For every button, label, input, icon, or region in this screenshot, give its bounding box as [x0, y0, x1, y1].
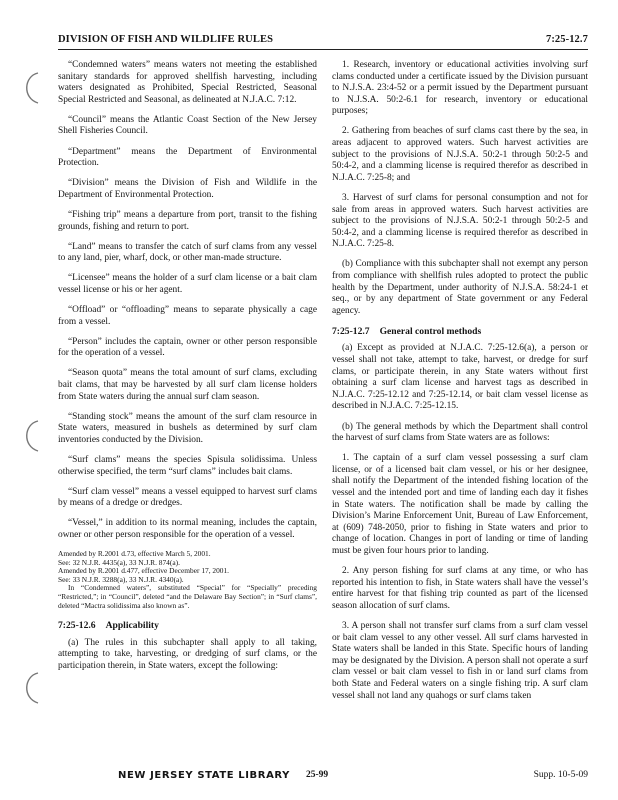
- exception-item: 1. Research, inventory or educational activities involving surf clams conducted under a certificate issued by the Division pursuant to N.J.S.A. 23:4-52 or a permit issued by the Department pursuant to N.J.S.A. 50:2-6.1 for research, inventory or educational purposes;: [332, 60, 588, 117]
- definition-land: “Land” means to transfer the catch of surf clams from any vessel to any land, pier, wharf, dock, or other man-made structure.: [58, 241, 317, 264]
- definition-vessel: “Vessel,” in addition to its normal meaning, includes the captain, owner or other person responsible for the operation of a vessel.: [58, 518, 317, 540]
- hole-punch-mark: [18, 418, 44, 454]
- applicability-paragraph: (a) The rules in this subchapter shall apply to all taking, attempting to take, harvesting, or dredging of surf clams, or the participation therein, in State waters, except the following:: [58, 637, 317, 671]
- exception-item: 3. Harvest of surf clams for personal consumption and not for sale from areas in approved waters. Such harvest activities are subject to the provisions of N.J.S.A. 50:2-1 through 50:2-5 and 50:4-2, and a clamming license is required therefor as described in N.J.A.C. 7:25-8.: [332, 192, 588, 250]
- definition-condemned-waters: “Condemned waters” means waters not meeting the established sanitary standards for approved shellfish harvesting, including waters designated as Prohibited, Special Restricted, Seasonal Special Restricted and Seasonal, as delineated at N.J.A.C. 7:12.: [58, 60, 317, 105]
- control-item: 3. A person shall not transfer surf clams from a surf clam vessel or bait clam vessel to any other vessel. All surf clams harvested in State waters shall be landed in this State. Specific hours of landing may be designated by the Division. A person shall not operate a surf clam vessel or bait clam vessel to fish in or land surf clams from both State and Federal waters on a single fishing trip. A surf clam vessel shall not land any quahogs or surf clams taken: [332, 620, 588, 701]
- compliance-paragraph: (b) Compliance with this subchapter shall not exempt any person from compliance with shellfish rules adopted to protect the public health by the Department, under authority of N.J.S.A. 58:24-1 et seq., or by any department of State government or any Federal agency.: [332, 259, 588, 316]
- definition-surf-clams: “Surf clams” means the species Spisula solidissima. Unless otherwise specified, the term “surf clams” includes bait clams.: [58, 454, 317, 477]
- history-note-line: See: 33 N.J.R. 3288(a), 33 N.J.R. 4340(a).: [58, 574, 184, 584]
- control-item: 1. The captain of a surf clam vessel possessing a surf clam license, or of a licensed bait clam vessel, or his or her designee, shall notify the Department of the intended fishing location of the vessel and the intended port and time of landing each day it fishes in State waters. The notification shall be made by calling the Division’s Marine Enforcement Unit, Bureau of Law Enforcement, at (609) 748-2050, prior to fishing in State waters and prior to change of location. Changes in port of landing or time of landing must be given four hours prior to landing.: [332, 453, 588, 556]
- hole-punch-mark: [18, 670, 44, 706]
- section-heading-general-control: [332, 326, 588, 338]
- control-paragraph-b: (b) The general methods by which the Department shall control the harvest of surf clams from State waters are as follows:: [332, 421, 588, 444]
- hole-punch-mark: [18, 70, 44, 106]
- section-title: Applicability: [105, 620, 159, 632]
- section-title: General control methods: [379, 325, 482, 337]
- history-note-line: Amended by R.2001 d.73, effective March 5, 2001.: [58, 549, 211, 558]
- exception-item: 2. Gathering from beaches of surf clams cast there by the sea, in areas adjacent to approved waters. Such harvest activities are subject to the provisions of N.J.S.A. 50:2-1 through 50:2-5 and 50:4-2, and a clamming license is required therefor as described in N.J.A.C. 7:25-8; and: [332, 126, 588, 183]
- definition-department: “Department” means the Department of Environmental Protection.: [58, 146, 317, 169]
- control-paragraph-a: (a) Except as provided at N.J.A.C. 7:25-12.6(a), a person or vessel shall not take, attempt to take, harvest, or dredge for surf clams, or participate therein, in any State waters without first obtaining a surf clam license and harvest tags as described in N.J.A.C. 7:25-12.12 and 7:25-12.14, or bait clam vessel license as described in N.J.A.C. 7:25-12.15.: [332, 343, 588, 412]
- definition-division: “Division” means the Division of Fish and Wildlife in the Department of Environmental Protection.: [58, 178, 317, 200]
- definition-fishing-trip: “Fishing trip” means a departure from port, transit to the fishing grounds, fishing and return to port.: [58, 209, 317, 232]
- supplement-date: Supp. 10-5-09: [533, 770, 588, 780]
- history-note-detail: In “Condemned waters”, substituted “Special” for “Specially” preceding “Restricted,”; in “Council”, deleted “and the Delaware Bay Section”; in “Surf clams”, deleted “Mactra solidissima also known as”.: [58, 583, 317, 610]
- control-item: 2. Any person fishing for surf clams at any time, or who has reported his intention to fish, in State waters shall have the vessel’s entire harvest for that fishing trip counted as part of the licensed season allocation of surf clams.: [332, 566, 588, 611]
- definition-offload: “Offload” or “offloading” means to separate physically a cage from a vessel.: [58, 305, 317, 327]
- header-section: 7:25-12.7: [545, 34, 588, 45]
- header-title: DIVISION OF FISH AND WILDLIFE RULES: [58, 34, 274, 45]
- section-heading-applicability: [58, 620, 317, 632]
- definition-licensee: “Licensee” means the holder of a surf clam license or a bait clam vessel license or his or her agent.: [58, 273, 317, 295]
- definition-standing-stock: “Standing stock” means the amount of the surf clam resource in State waters, measured in bushels as determined by surf clam inventories conducted by the Division.: [58, 411, 317, 445]
- history-note-line: Amended by R.2001 d.477, effective December 17, 2001.: [58, 566, 230, 576]
- definition-season-quota: “Season quota” means the total amount of surf clams, excluding bait clams, that may be harvested by all surf clam license holders from State waters during the annual surf clam season.: [58, 368, 317, 402]
- section-number: 7:25-12.7: [332, 325, 370, 337]
- history-note-line: See: 32 N.J.R. 4435(a), 33 N.J.R. 874(a).: [58, 557, 180, 567]
- running-header: [58, 34, 588, 50]
- library-stamp: NEW JERSEY STATE LIBRARY: [118, 770, 291, 781]
- page-number: 25-99: [306, 770, 329, 780]
- definition-person: “Person” includes the captain, owner or other person responsible for the operation of a vessel.: [58, 336, 317, 359]
- right-column: [332, 60, 588, 711]
- left-column: [58, 60, 317, 681]
- definition-council: “Council” means the Atlantic Coast Section of the New Jersey Shell Fisheries Council.: [58, 114, 317, 137]
- definition-surf-clam-vessel: “Surf clam vessel” means a vessel equipped to harvest surf clams by means of a dredge or dredges.: [58, 486, 317, 509]
- section-number: 7:25-12.6: [58, 620, 96, 632]
